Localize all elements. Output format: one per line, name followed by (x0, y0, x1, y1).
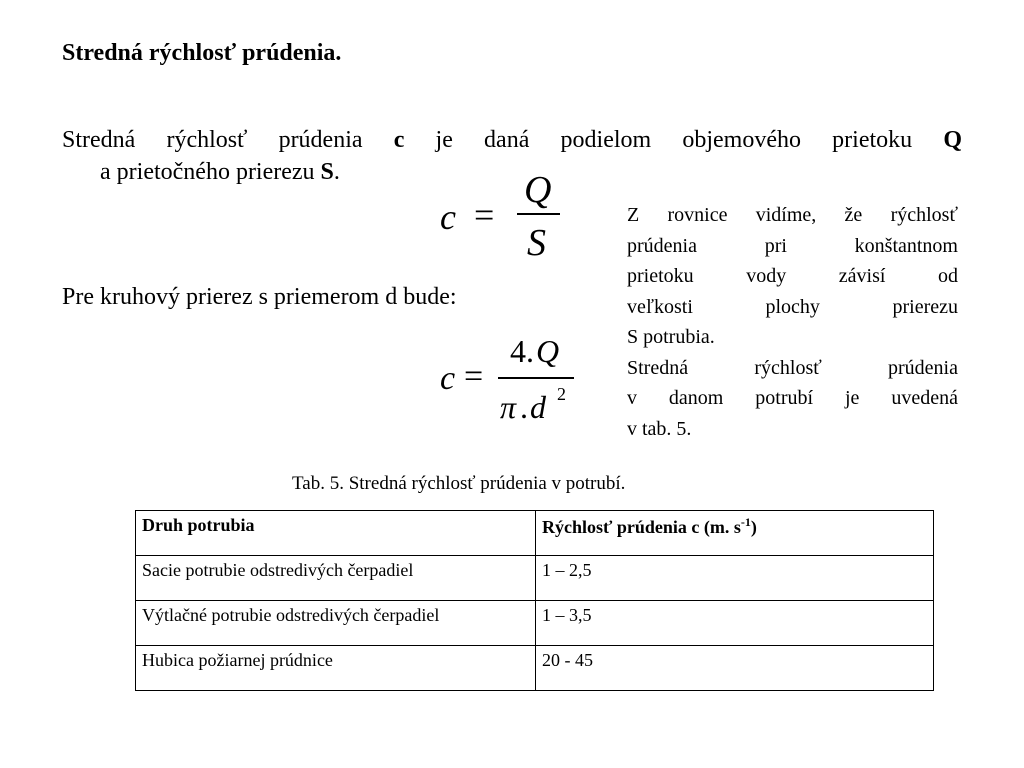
formula2-d: d (530, 389, 546, 425)
intro-line-1 (62, 124, 962, 156)
side-note-line: Z rovnice vidíme, že rýchlosť (627, 204, 958, 226)
table-row (136, 646, 934, 691)
intro-text-3: a prietočného prierezu (100, 159, 321, 185)
formula2-dot: . (520, 389, 528, 425)
table-row (136, 556, 934, 601)
symbol-c: c (393, 127, 405, 153)
slide-title: Stredná rýchlosť prúdenia. (62, 40, 342, 66)
cell-velocity: 1 – 2,5 (536, 556, 934, 601)
intro-text-2: je daná podielom objemového prietoku (404, 127, 944, 153)
side-note-line: v danom potrubí je uvedená (627, 387, 958, 409)
intro-text-4: . (333, 159, 340, 185)
cell-pipe-type: Sacie potrubie odstredivých čerpadiel (136, 556, 536, 601)
formula2-equals: = (464, 358, 484, 395)
side-note-line: S potrubia. (627, 326, 715, 348)
cell-velocity: 1 – 3,5 (536, 601, 934, 646)
circular-section-text: Pre kruhový prierez s priemerom d bude: (62, 284, 457, 310)
side-note (627, 200, 958, 444)
side-note-line: Stredná rýchlosť prúdenia (627, 356, 958, 379)
side-note-line: v tab. 5. (627, 417, 692, 440)
side-note-line: veľkosti plochy prierezu (627, 295, 958, 318)
formula1-equals: = (474, 195, 495, 235)
velocity-table (135, 510, 934, 691)
cell-pipe-type: Hubica požiarnej prúdnice (136, 646, 536, 691)
formula2-pi: π (500, 389, 517, 425)
formula1-numerator: Q (524, 169, 552, 211)
table-caption: Tab. 5. Stredná rýchlosť prúdenia v potrubí. (292, 473, 626, 494)
symbol-S: S (320, 159, 334, 185)
formula2-numerator-var: Q (536, 333, 560, 369)
formula1-lhs: c (440, 197, 456, 237)
formula1-denominator: S (527, 222, 546, 264)
header-pipe-type: Druh potrubia (136, 511, 536, 556)
formula2-exponent: 2 (557, 384, 566, 404)
symbol-Q: Q (943, 127, 963, 153)
intro-text-1: Stredná rýchlosť prúdenia (62, 127, 394, 153)
header-velocity-exponent: -1 (740, 515, 751, 529)
intro-line-2 (100, 156, 340, 188)
header-velocity-close: ) (750, 517, 757, 537)
cell-velocity: 20 - 45 (536, 646, 934, 691)
cell-pipe-type: Výtlačné potrubie odstredivých čerpadiel (136, 601, 536, 646)
formula2-coefficient: 4. (510, 333, 534, 369)
header-velocity-text: Rýchlosť prúdenia c (m. s (542, 517, 741, 537)
formula2-fraction-bar (498, 377, 574, 379)
table-header-row (136, 511, 934, 556)
header-velocity (536, 511, 934, 556)
table-row (136, 601, 934, 646)
formula1-fraction-bar (517, 213, 560, 215)
formula2-lhs: c (440, 360, 456, 397)
side-note-line: prietoku vody závisí od (627, 265, 958, 287)
side-note-line: prúdenia pri konštantnom (627, 234, 958, 257)
